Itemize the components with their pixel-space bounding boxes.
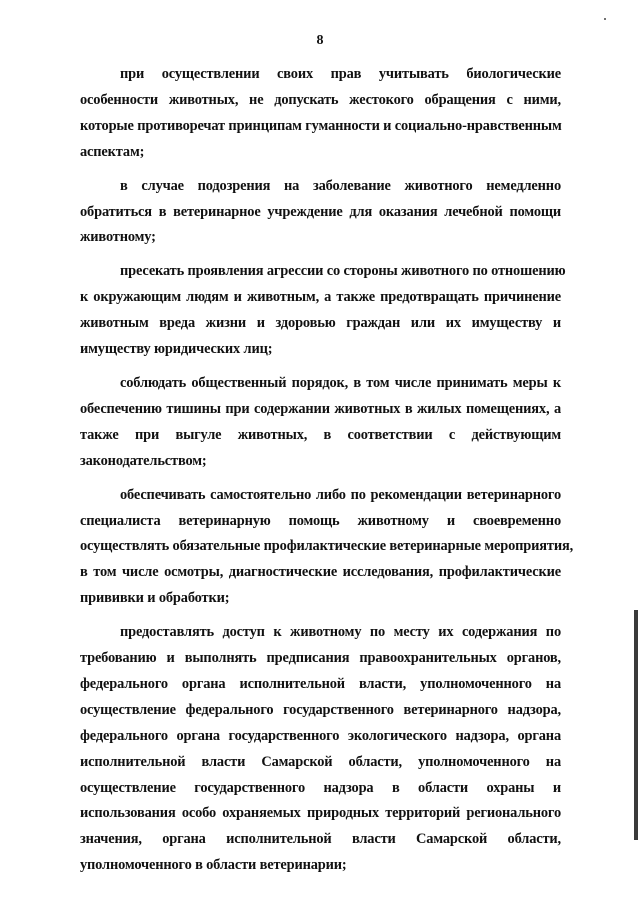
body-text: [80, 62, 574, 879]
paragraph-line: законодательством;: [80, 452, 207, 469]
paragraph-3: [80, 259, 566, 363]
paragraph-line: предоставлять доступ к животному по месту их содержания по: [120, 624, 561, 641]
paragraph-line: также при выгуле животных, в соответствии с действующим: [80, 426, 561, 443]
paragraph-line: имуществу юридических лиц;: [80, 341, 273, 358]
paragraph-1: [80, 62, 561, 166]
paragraph-line: животным вреда жизни и здоровью граждан или их имуществу и: [80, 315, 561, 332]
paragraph-line: федерального органа исполнительной власти, уполномоченного на: [80, 675, 561, 692]
paragraph-2: [80, 174, 561, 252]
paragraph-line: обеспечивать самостоятельно либо по рекомендации ветеринарного: [120, 486, 561, 503]
paragraph-line: осуществление государственного надзора в области охраны и: [80, 779, 561, 796]
paragraph-line: которые противоречат принципам гуманности и социально-нравственным: [80, 117, 562, 134]
paragraph-line: особенности животных, не допускать жестокого обращения с ними,: [80, 91, 561, 108]
paragraph-4: [80, 371, 561, 475]
paragraph-line: уполномоченного в области ветеринарии;: [80, 857, 347, 874]
paragraph-line: соблюдать общественный порядок, в том числе принимать меры к: [120, 374, 561, 391]
paragraph-line: исполнительной власти Самарской области, уполномоченного на: [80, 753, 561, 770]
paragraph-line: федерального органа государственного экологического надзора, органа: [80, 727, 561, 744]
paragraph-line: требованию и выполнять предписания правоохранительных органов,: [80, 650, 561, 667]
paragraph-line: животному;: [80, 229, 156, 246]
paragraph-line: в том числе осмотры, диагностические исследования, профилактические: [80, 564, 561, 581]
paragraph-line: пресекать проявления агрессии со стороны животного по отношению: [120, 263, 566, 280]
paragraph-6: [80, 620, 561, 879]
paragraph-line: к окружающим людям и животным, а также предотвращать причинение: [80, 289, 561, 306]
paragraph-5: [80, 483, 574, 613]
page-number: 8: [316, 33, 324, 48]
scan-edge-mark: [634, 610, 638, 840]
paragraph-line: использования особо охраняемых природных территорий регионального: [80, 805, 561, 822]
paragraph-line: при осуществлении своих прав учитывать биологические: [120, 66, 561, 82]
paragraph-line: аспектам;: [80, 143, 145, 160]
paragraph-line: специалиста ветеринарную помощь животному и своевременно: [80, 512, 561, 529]
scan-speck: [604, 18, 606, 20]
paragraph-line: значения, органа исполнительной власти Самарской области,: [80, 831, 561, 848]
paragraph-line: обратиться в ветеринарное учреждение для оказания лечебной помощи: [80, 203, 561, 220]
paragraph-line: обеспечению тишины при содержании животных в жилых помещениях, а: [80, 400, 561, 417]
paragraph-line: прививки и обработки;: [80, 590, 230, 607]
paragraph-line: осуществлять обязательные профилактические ветеринарные мероприятия,: [80, 538, 574, 555]
paragraph-line: в случае подозрения на заболевание животного немедленно: [120, 177, 561, 194]
paragraph-line: осуществление федерального государственного ветеринарного надзора,: [80, 701, 561, 718]
